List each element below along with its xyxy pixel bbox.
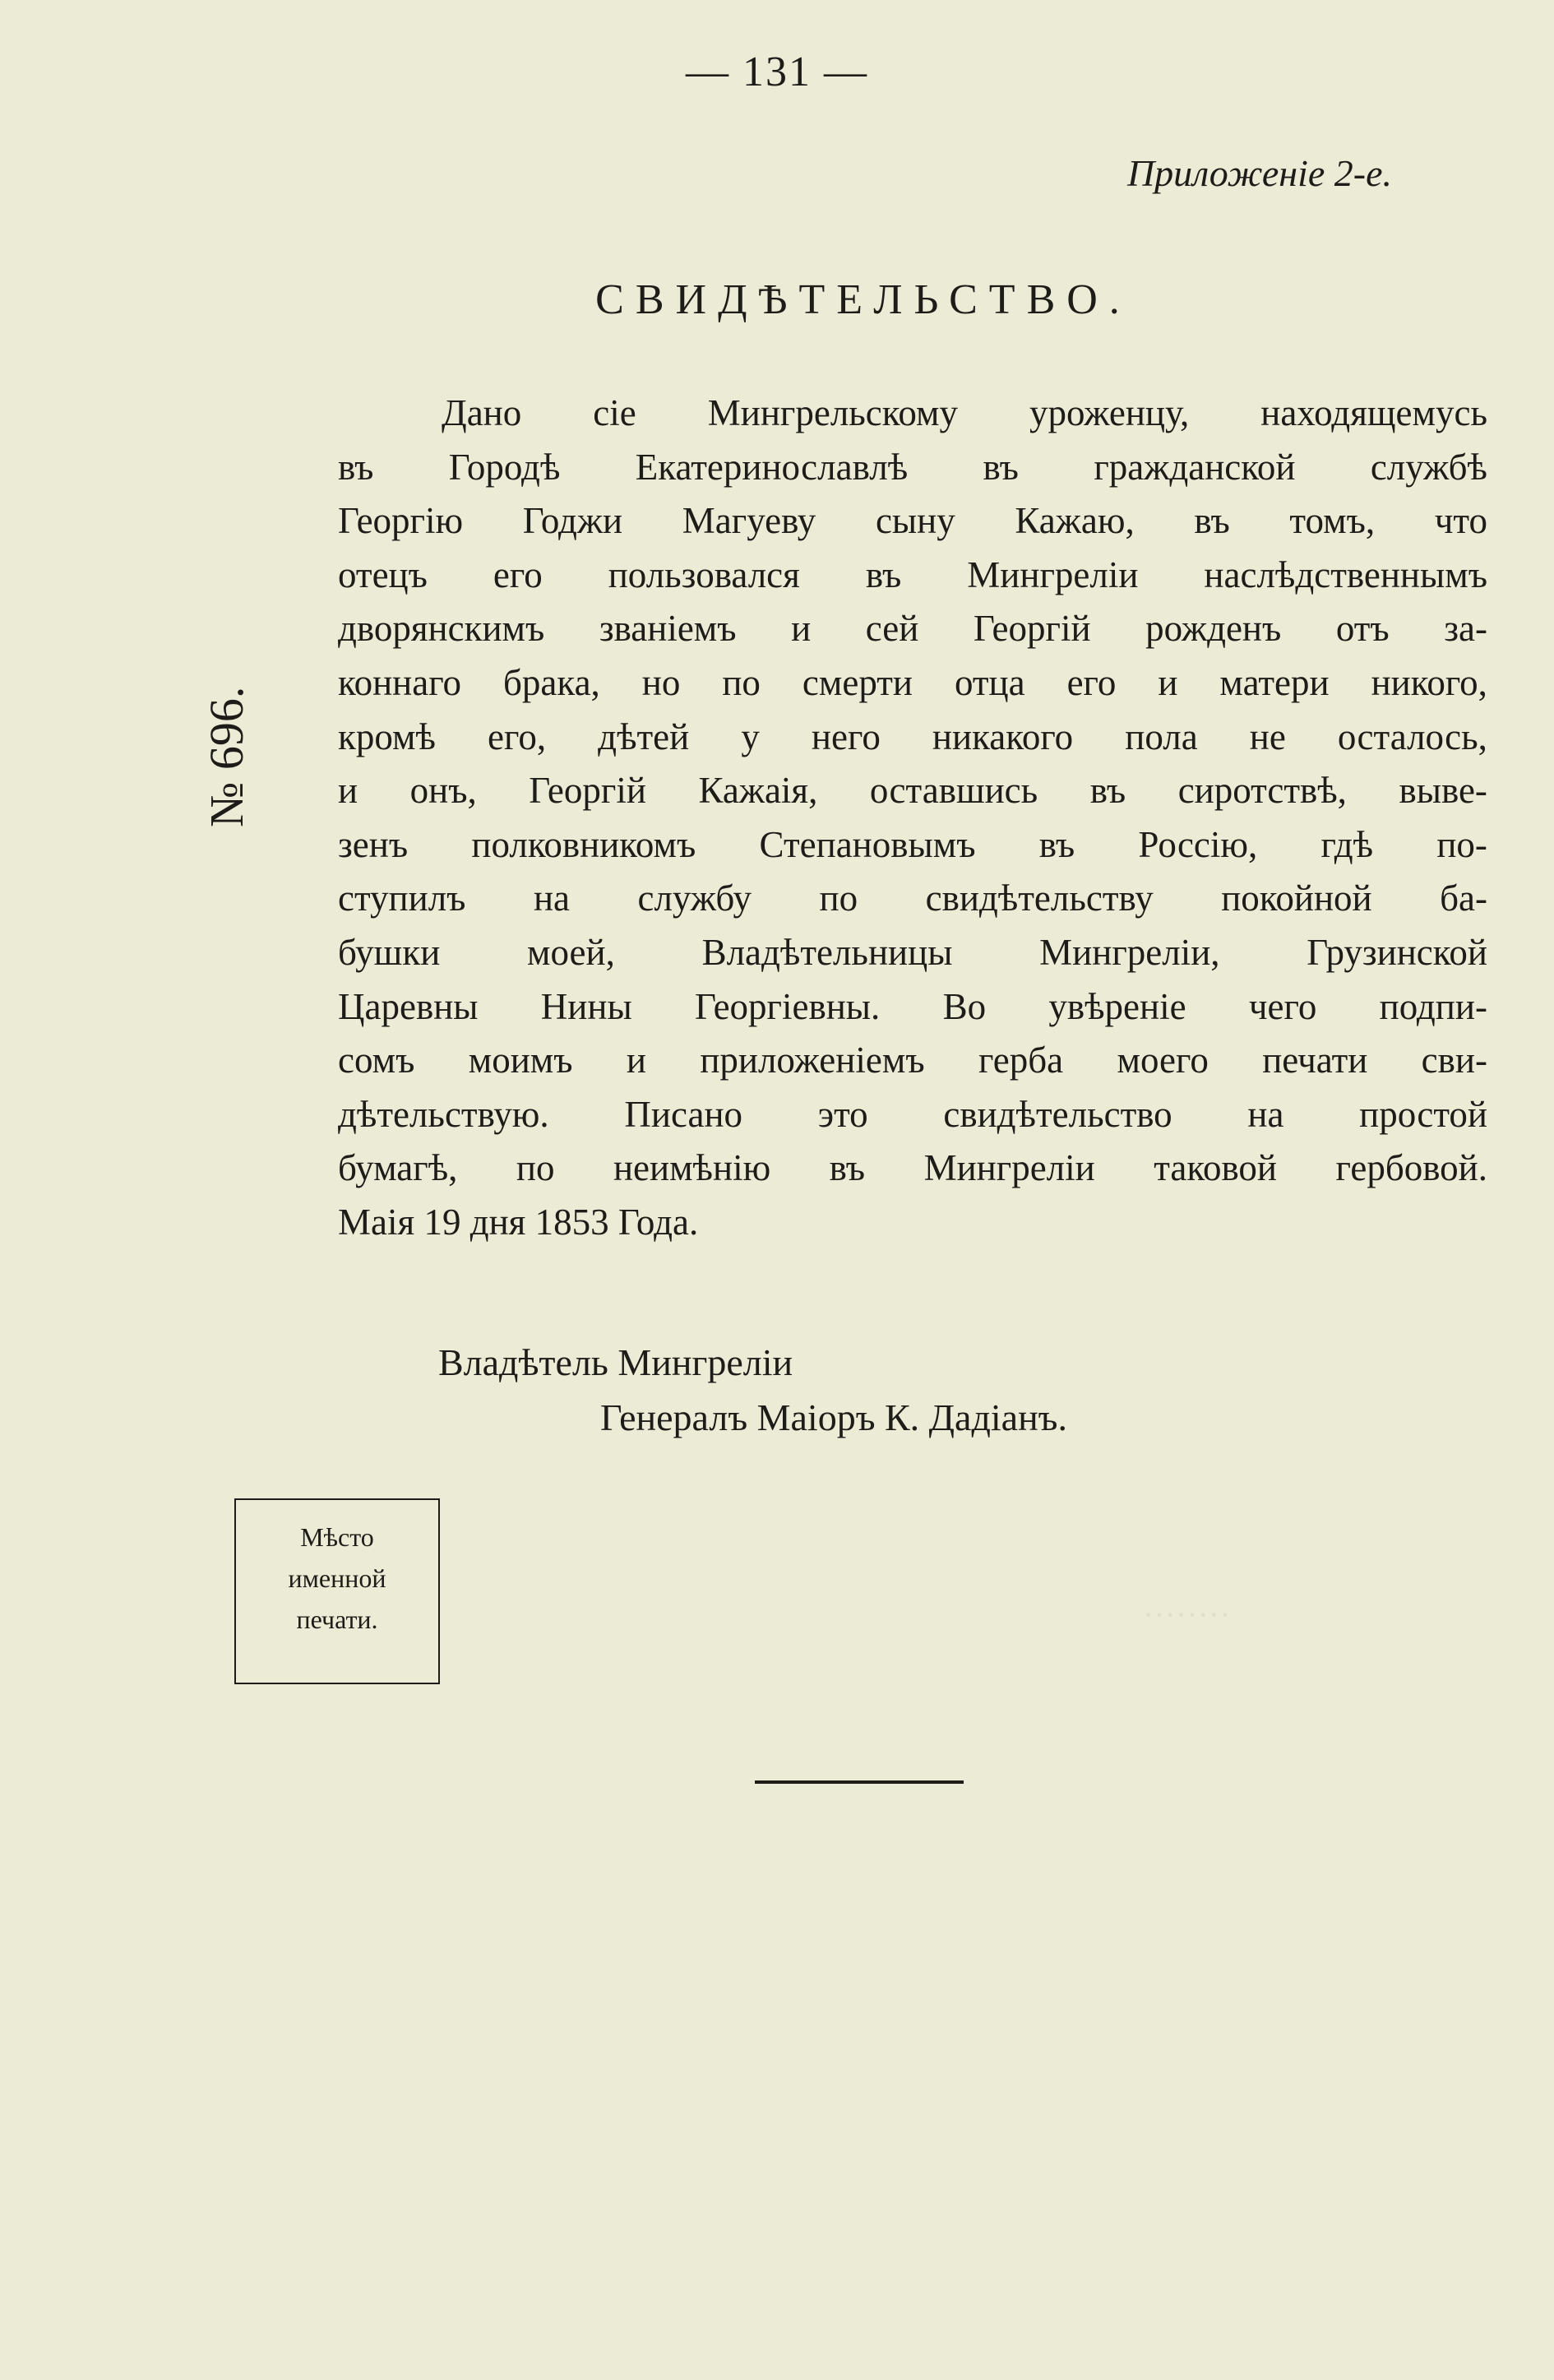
word: наслѣдственнымъ: [1204, 553, 1487, 595]
word: дня: [469, 1201, 526, 1243]
word: службу: [637, 877, 752, 919]
word: бушки: [338, 931, 441, 973]
word: дѣтельствую.: [338, 1093, 549, 1135]
word: рожденъ: [1145, 608, 1282, 650]
word: Грузинской: [1307, 931, 1487, 973]
word: сомъ: [338, 1040, 415, 1081]
word: него: [811, 715, 881, 757]
word: никого,: [1371, 661, 1487, 703]
word: коннаго: [338, 661, 462, 703]
word: въ: [1194, 500, 1230, 542]
body-line: [338, 656, 1487, 711]
word: по: [516, 1147, 555, 1189]
body-line: [338, 818, 1487, 873]
seal-line: печати.: [296, 1604, 378, 1634]
word: неимѣнію: [613, 1147, 771, 1189]
word: по-: [1436, 823, 1487, 865]
word: Дано: [442, 392, 522, 433]
word: Степановымъ: [759, 823, 976, 865]
word: сыну: [875, 500, 955, 542]
word: въ: [1089, 770, 1126, 812]
seal-line: именной: [288, 1563, 386, 1593]
word: званіемъ: [599, 608, 737, 650]
signature-title: Владѣтель Мингреліи: [438, 1341, 793, 1383]
word: осталось,: [1337, 715, 1487, 757]
word: Городѣ: [448, 446, 561, 488]
body-line: [338, 980, 1487, 1035]
word: въ: [1038, 823, 1075, 865]
word: 1853: [534, 1201, 609, 1243]
word: у: [741, 715, 760, 757]
word: что: [1434, 500, 1487, 542]
bleed-through-text: ········: [1143, 1596, 1231, 1633]
word: зенъ: [338, 823, 409, 865]
closing-rule: [755, 1780, 964, 1784]
word: Мингреліи: [967, 553, 1139, 595]
word: полковникомъ: [471, 823, 696, 865]
word: не: [1249, 715, 1286, 757]
word: чего: [1248, 985, 1317, 1027]
word: находящемусь: [1260, 392, 1487, 433]
body-line: [338, 872, 1487, 926]
document-title: СВИДѢТЕЛЬСТВО.: [595, 276, 1131, 323]
word: отецъ: [338, 553, 428, 595]
word: но: [641, 661, 681, 703]
word: за-: [1444, 608, 1487, 650]
body-line: [338, 441, 1487, 495]
word: Годжи: [522, 500, 623, 542]
word: приложеніемъ: [700, 1040, 925, 1081]
word: Екатеринославлѣ: [635, 446, 909, 488]
word: покойной: [1221, 877, 1372, 919]
word: печати: [1262, 1040, 1368, 1081]
word: Во: [942, 985, 987, 1027]
body-line: [338, 1034, 1487, 1088]
word: его: [493, 553, 543, 595]
word: Мингреліи,: [1039, 931, 1220, 973]
word: брака,: [503, 661, 600, 703]
word: Мингреліи: [923, 1147, 1095, 1189]
word: въ: [865, 553, 902, 595]
word: Мингрельскому: [707, 392, 958, 433]
word: увѣреніе: [1048, 985, 1186, 1027]
word: Георгіевны.: [694, 985, 881, 1027]
body-line: [338, 926, 1487, 980]
word: Георгій: [529, 770, 646, 812]
word: въ: [829, 1147, 866, 1189]
word: сей: [865, 608, 919, 650]
word: Россію,: [1138, 823, 1258, 865]
document-number: № 696.: [200, 686, 253, 827]
word: и: [338, 770, 358, 812]
signature-name: Генералъ Маіоръ К. Дадіанъ.: [600, 1396, 1067, 1438]
word: пользовался: [608, 553, 800, 595]
word: моимъ: [468, 1040, 573, 1081]
word: въ: [983, 446, 1019, 488]
body-line: [338, 1088, 1487, 1142]
word: и: [626, 1040, 646, 1081]
word: отца: [954, 661, 1025, 703]
word: гражданской: [1094, 446, 1296, 488]
word: гербовой.: [1335, 1147, 1487, 1189]
word: свидѣтельство: [943, 1093, 1172, 1135]
word: Георгій: [973, 608, 1091, 650]
word: бумагѣ,: [338, 1147, 458, 1189]
word: никакого: [932, 715, 1074, 757]
word: Магуеву: [682, 500, 816, 542]
word: ба-: [1440, 877, 1487, 919]
word: простой: [1359, 1093, 1487, 1135]
word: его: [1066, 661, 1117, 703]
word: сиротствѣ,: [1177, 770, 1347, 812]
word: на: [533, 877, 570, 919]
word: ступилъ: [338, 877, 466, 919]
word: сіе: [593, 392, 636, 433]
word: гдѣ: [1320, 823, 1374, 865]
body-line: [338, 494, 1487, 549]
word: Георгію: [338, 500, 464, 542]
word: Писано: [624, 1093, 743, 1135]
seal-placeholder-text: [236, 1516, 438, 1640]
word: томъ,: [1289, 500, 1376, 542]
word: матери: [1219, 661, 1330, 703]
body-line: [338, 602, 1487, 656]
word: службѣ: [1370, 446, 1487, 488]
word: подпи-: [1379, 985, 1487, 1027]
word: дѣтей: [598, 715, 690, 757]
body-line: [338, 387, 1487, 441]
word: свидѣтельству: [925, 877, 1154, 919]
body-line: [338, 1196, 1487, 1250]
body-line: [338, 764, 1487, 818]
word: моего: [1117, 1040, 1209, 1081]
word: отъ: [1335, 608, 1390, 650]
word: Нины: [540, 985, 632, 1027]
word: Кажаю,: [1015, 500, 1135, 542]
seal-line: Мѣсто: [300, 1522, 374, 1552]
body-line: [338, 711, 1487, 765]
word: пола: [1125, 715, 1198, 757]
word: по: [722, 661, 761, 703]
word: сви-: [1421, 1040, 1487, 1081]
document-body: [338, 387, 1487, 1250]
appendix-label: Приложеніе 2-е.: [1126, 152, 1392, 194]
body-line: [338, 549, 1487, 603]
word: уроженцу,: [1029, 392, 1190, 433]
body-line: [338, 1141, 1487, 1196]
word: кромѣ: [338, 715, 436, 757]
word: смерти: [802, 661, 913, 703]
word: на: [1247, 1093, 1284, 1135]
word: Царевны: [338, 985, 479, 1027]
word: это: [817, 1093, 868, 1135]
word: онъ,: [409, 770, 477, 812]
seal-placeholder-box: [234, 1498, 440, 1684]
word: Кажаія,: [698, 770, 818, 812]
word: и: [791, 608, 812, 650]
word: моей,: [527, 931, 615, 973]
word: герба: [978, 1040, 1064, 1081]
word: дворянскимъ: [338, 608, 545, 650]
word: выве-: [1399, 770, 1487, 812]
word: его,: [488, 715, 547, 757]
word: Владѣтельницы: [701, 931, 953, 973]
word: оставшись: [869, 770, 1038, 812]
word: въ: [338, 446, 374, 488]
word: 19: [423, 1201, 461, 1243]
word: таковой: [1154, 1147, 1277, 1189]
word: по: [819, 877, 858, 919]
word: Маія: [338, 1201, 415, 1243]
word: Года.: [617, 1201, 699, 1243]
word: и: [1158, 661, 1178, 703]
page-number: — 131 —: [686, 49, 868, 95]
